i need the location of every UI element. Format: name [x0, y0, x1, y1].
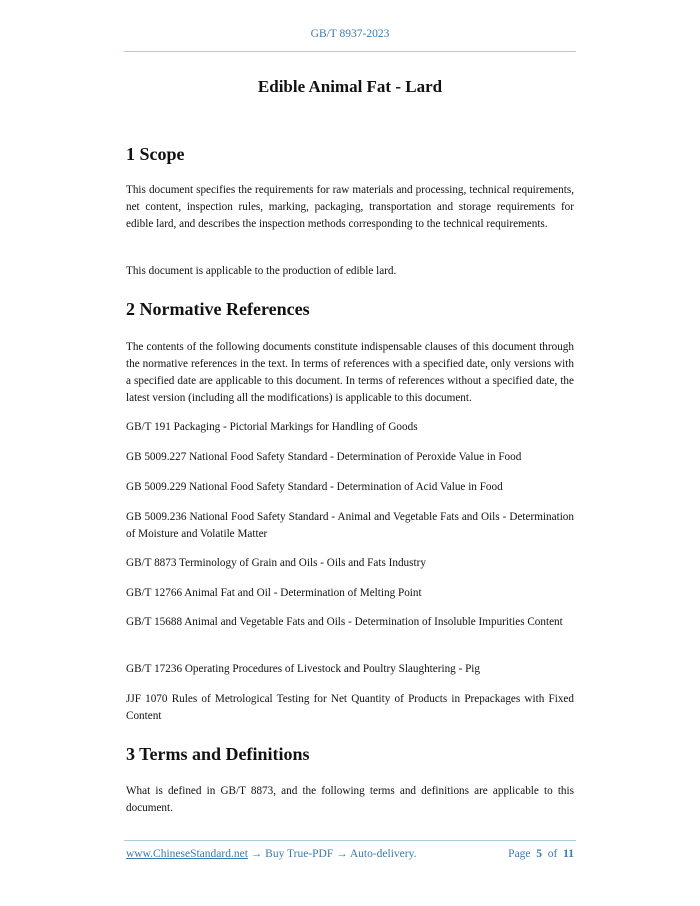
section-heading-terms-definitions: 3 Terms and Definitions — [126, 744, 310, 764]
website-link[interactable]: www.ChineseStandard.net — [126, 848, 248, 860]
reference-item: GB/T 12766 Animal Fat and Oil - Determination of Melting Point — [126, 587, 422, 599]
document-code-header: GB/T 8937-2023 — [310, 28, 390, 40]
reference-item: GB 5009.227 National Food Safety Standard - Determination of Peroxide Value in Food — [126, 451, 522, 463]
section-heading-normative-references: 2 Normative References — [126, 299, 310, 319]
reference-item: GB/T 17236 Operating Procedures of Livestock and Poultry Slaughtering - Pig — [126, 663, 481, 675]
section-heading-scope: 1 Scope — [126, 144, 185, 164]
current-page: 5 — [536, 848, 543, 860]
footer — [126, 848, 574, 860]
paragraph: This document specifies the requirements for raw materials and processing, technical requirements, net content, inspection rules, marking, packaging, transportation and storage requirements for edible lard, and describes the inspection methods corresponding to the technical requirements. — [126, 184, 574, 230]
reference-item: GB/T 8873 Terminology of Grain and Oils - Oils and Fats Industry — [126, 557, 426, 569]
of-label: of — [547, 848, 558, 860]
footer-divider — [124, 840, 576, 841]
paragraph: The contents of the following documents constitute indispensable clauses of this document through the normative references in the text. In terms of references with a specified date, only versions with a specified date are applicable to this document. In terms of references without a specified date, the latest version (including all the modifications) is applicable to this document. — [126, 341, 574, 404]
page-label: Page — [508, 848, 531, 860]
reference-item: JJF 1070 Rules of Metrological Testing for Net Quantity of Products in Prepackages with Fixed Content — [126, 693, 574, 722]
paragraph: This document is applicable to the production of edible lard. — [126, 265, 397, 277]
header-divider — [124, 51, 576, 52]
paragraph: What is defined in GB/T 8873, and the following terms and definitions are applicable to this document. — [126, 785, 574, 814]
reference-item: GB 5009.229 National Food Safety Standard - Determination of Acid Value in Food — [126, 481, 503, 493]
reference-item: GB 5009.236 National Food Safety Standard - Animal and Vegetable Fats and Oils - Determination of Moisture and Volatile Matter — [126, 511, 574, 540]
reference-item: GB/T 191 Packaging - Pictorial Markings for Handling of Goods — [126, 421, 418, 433]
page-indicator — [508, 848, 574, 860]
footer-promo — [126, 848, 416, 860]
footer-promo-text: → Buy True-PDF → Auto-delivery. — [247, 848, 417, 860]
total-pages: 11 — [563, 848, 574, 860]
reference-item: GB/T 15688 Animal and Vegetable Fats and Oils - Determination of Insoluble Impurities Content — [126, 616, 563, 628]
document-title: Edible Animal Fat - Lard — [257, 77, 443, 96]
